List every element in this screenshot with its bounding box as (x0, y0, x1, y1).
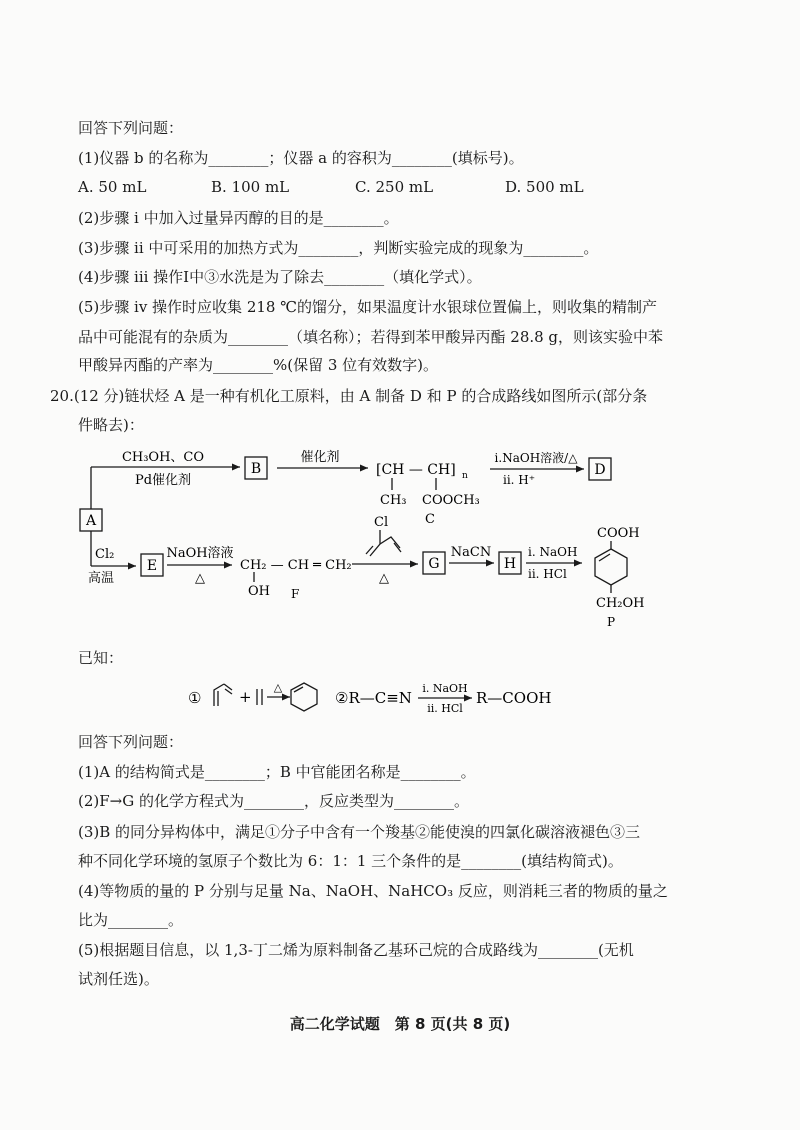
cond-a-b-top: CH₃OH、CO (121, 450, 205, 465)
diene-left (214, 684, 224, 706)
option-a: A. 50 mL (78, 178, 147, 196)
q20-part2: (2)F→G 的化学方程式为________，反应类型为________。 (78, 792, 469, 810)
option-c: C. 250 mL (355, 178, 434, 196)
q19-part5-line2: 品中可能混有的杂质为________（填名称）；若得到苯甲酸异丙酯 28.8 g，则该实验中苯 (78, 328, 664, 346)
q20-part5-line1: (5)根据题目信息，以 1,3-丁二烯为原料制备乙基环己烷的合成路线为________(无机 (78, 941, 634, 959)
p-ring (595, 549, 627, 585)
label-d: D (594, 462, 606, 478)
cond-a-b-bottom: Pd催化剂 (134, 473, 192, 488)
q19-part3: (3)步骤 ii 中可采用的加热方式为________，判断实验完成的现象为________。 (78, 239, 599, 257)
option-b: B. 100 mL (211, 178, 290, 196)
q19-part5-line3: 甲酸异丙酯的产率为________%(保留 3 位有效数字)。 (78, 356, 439, 374)
cond-e-f-top: NaOH溶液 (166, 546, 234, 561)
known1-condition: △ (273, 681, 283, 694)
q20-part5-line2: 试剂任选)。 (78, 970, 159, 988)
cond-a-e-top: Cl₂ (95, 547, 115, 562)
q19-intro: 回答下列问题： (78, 119, 184, 137)
chloroprene-left (370, 530, 380, 556)
cond-g-h-top: NaCN (450, 545, 492, 560)
p-cooh: COOH (597, 526, 640, 541)
cond-h-p-top: i. NaOH (528, 545, 578, 559)
q20-title-line2: 件略去)： (78, 416, 144, 434)
q19-part5-line1: (5)步骤 iv 操作时应收集 218 ℃的馏分，如果温度计水银球位置偏上，则收集的精制产 (78, 298, 658, 316)
f-structure: CH₂ — CH ═ CH₂ (240, 558, 352, 573)
q19-part1: (1)仪器 b 的名称为________；仪器 a 的容积为________(填标号)。 (78, 149, 524, 167)
label-h: H (503, 556, 517, 572)
known1-plus: + (239, 688, 252, 706)
chloroprene-cl: Cl (374, 515, 389, 530)
label-a: A (85, 513, 97, 529)
q20-intro: 回答下列问题： (78, 733, 184, 751)
cond-a-e-bottom: 高温 (88, 571, 115, 586)
known-reactions (0, 672, 800, 722)
label-f: F (291, 587, 300, 601)
known-heading: 已知： (78, 649, 124, 667)
polymer-n: n (462, 471, 468, 481)
p-ch2oh: CH₂OH (596, 596, 645, 611)
cond-c-d-bottom: ii. H⁺ (503, 473, 536, 487)
polymer-backbone: [CH — CH] (376, 462, 456, 478)
polymer-ch3: CH₃ (380, 493, 407, 508)
known2-product: R—COOH (476, 689, 552, 707)
cyclohexene-ring (291, 683, 317, 711)
label-g: G (428, 556, 440, 572)
label-e: E (146, 558, 158, 574)
known2-bottom: ⅱ. HCl (427, 702, 463, 715)
polymer-ester: COOCH₃ (422, 493, 480, 508)
q20-part3-line2: 种不同化学环境的氢原子个数比为 6：1：1 三个条件的是________(填结构简式)。 (78, 852, 623, 870)
q20-part1: (1)A 的结构简式是________；B 中官能团名称是________。 (78, 763, 476, 781)
known2-top: ⅰ. NaOH (422, 682, 468, 695)
option-d: D. 500 mL (505, 178, 584, 196)
label-p: P (607, 615, 616, 629)
label-b: B (250, 461, 262, 477)
cond-e-f-bottom: △ (195, 571, 205, 586)
cond-h-p-bottom: ii. HCl (528, 567, 567, 581)
f-oh: OH (248, 584, 270, 599)
page-footer: 高二化学试题 第 8 页(共 8 页) (289, 1015, 511, 1033)
synthesis-scheme (0, 440, 800, 640)
cond-c-d-top: i.NaOH溶液/△ (494, 451, 578, 465)
q19-part4: (4)步骤 iii 操作Ⅰ中③水洗是为了除去________（填化学式）。 (78, 268, 482, 286)
q20-part4-line2: 比为________。 (78, 911, 184, 929)
q20-part4-line1: (4)等物质的量的 P 分别与足量 Na、NaOH、NaHCO₃ 反应，则消耗三者的物质的量之 (78, 882, 668, 900)
known2-reactant: ②R—C≡N (335, 689, 412, 707)
q20-title-line1: 20.(12 分)链状烃 A 是一种有机化工原料，由 A 制备 D 和 P 的合成路线如图所示(部分条 (50, 387, 648, 405)
q19-part2: (2)步骤 i 中加入过量异丙醇的目的是________。 (78, 209, 399, 227)
cond-f-g-bottom: △ (379, 571, 389, 586)
known1-number: ① (188, 689, 202, 707)
q20-part3-line1: (3)B 的同分异构体中，满足①分子中含有一个羧基②能使溴的四氯化碳溶液褪色③三 (78, 823, 641, 841)
cond-b-c-top: 催化剂 (300, 450, 340, 465)
label-c: C (425, 512, 435, 527)
